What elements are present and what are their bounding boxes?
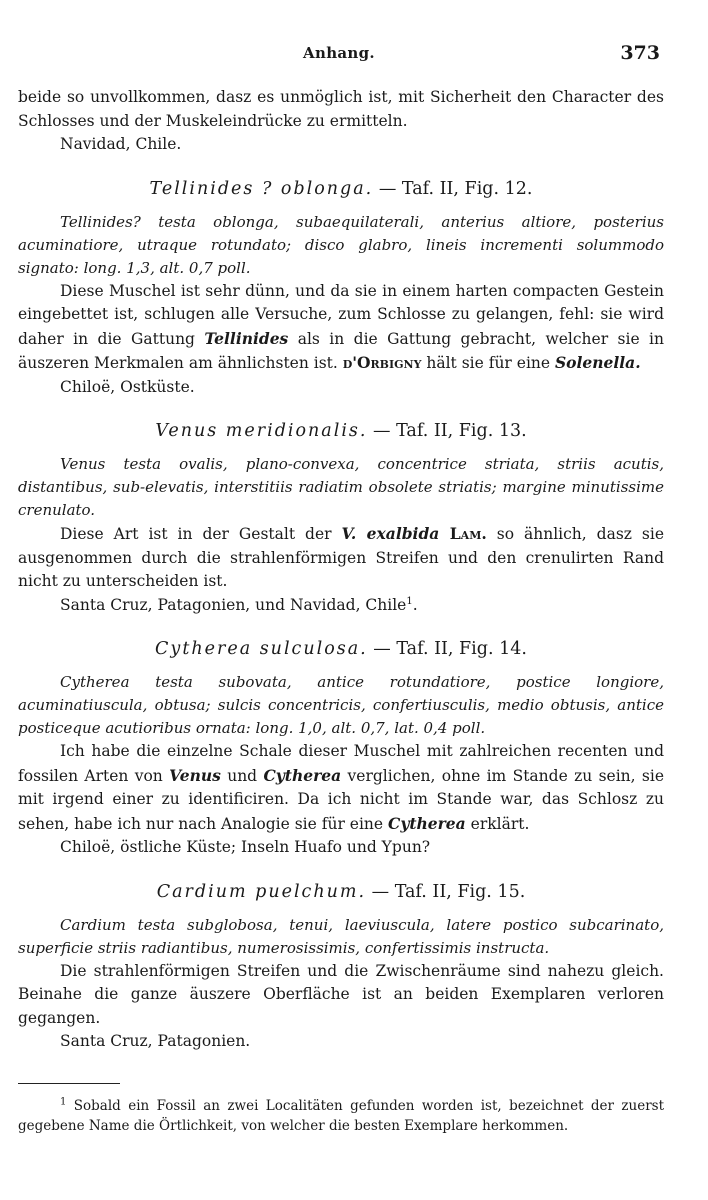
species-heading-tellinides (18, 177, 664, 201)
species-heading-venus (18, 419, 664, 443)
species-reference: V. exalbida (341, 524, 440, 543)
footnote (18, 1096, 664, 1136)
locality (18, 594, 664, 618)
plate-reference: — Taf. II, Fig. 14. (367, 639, 527, 659)
species-name: Venus meridionalis. (155, 421, 368, 441)
text-run: und (220, 766, 264, 785)
description-paragraph (18, 522, 664, 594)
latin-diagnosis: Venus testa ovalis, plano-convexa, concentrice striata, striis acutis, distantibus, sub-elevatis, interstitiis radiatim obsolete striatis; margine minutissime crenulato. (18, 455, 664, 519)
text-run: Diese Muschel ist sehr dünn, und da sie in einem harten compacten Gestein eingebettet ist, schlugen alle Versuche, zum Schlosse zu gelangen, fehl: sie wird daher in die Gattung (18, 281, 664, 348)
plate-reference: — Taf. II, Fig. 15. (366, 881, 526, 902)
genus-name: Cytherea (263, 765, 342, 785)
locality: Santa Cruz, Patagonien. (60, 1032, 251, 1050)
species-heading-cardium (18, 880, 664, 904)
text-run: Ich habe die einzelne Schale dieser Muschel mit zahlreichen recenten und fossilen Arten von (18, 742, 664, 785)
text-run: erklärt. (465, 814, 530, 833)
text-run: als in die Gattung gebracht, welcher sie in äuszeren Merkmalen am ähnlichsten ist. (18, 329, 665, 372)
text-run: Diese Art ist in der Gestalt der (60, 525, 342, 543)
genus-name: Tellinides (204, 328, 289, 348)
description-paragraph (18, 740, 664, 836)
intro-locality: Navidad, Chile. (60, 135, 182, 153)
author-name: d'Orbigny (342, 353, 422, 372)
latin-diagnosis: Tellinides? testa oblonga, subaequilaterali, anterius altiore, posterius acuminatiore, utraque rotundato; disco glabro, lineis incrementi solummodo signato: long. 1,3, alt. 0,7 poll. (18, 212, 664, 277)
species-name: Cardium puelchum. (156, 881, 367, 902)
text-run: . (412, 595, 418, 614)
text-run: so ähnlich, dasz sie ausgenommen durch die strahlenförmigen Streifen und den crenulirten Rand nicht zu unterscheiden ist. (18, 525, 665, 590)
text-run: hält sie für eine (421, 354, 555, 372)
footnote-divider (18, 1083, 120, 1084)
author-name: Lam. (439, 524, 487, 543)
footnote-text: Sobald ein Fossil an zwei Localitäten gefunden worden ist, bezeichnet der zuerst gegebene Name die Örtlichkeit, von welcher die besten Exemplare herkommen. (18, 1098, 664, 1134)
description-paragraph: Die strahlenförmigen Streifen und die Zwischenräume sind nahezu gleich. Beinahe die ganze äuszere Oberfläche ist an beiden Exemplaren verloren gegangen. (18, 961, 664, 1027)
genus-name: Cytherea (388, 813, 466, 833)
description-paragraph (18, 280, 664, 376)
page-header (18, 44, 660, 66)
species-heading-cytherea (18, 637, 664, 661)
locality-text: Santa Cruz, Patagonien, und Navidad, Chile (60, 595, 407, 614)
footnote-marker: 1 (406, 595, 413, 607)
plate-reference: — Taf. II, Fig. 13. (367, 421, 527, 441)
genus-name: Venus (169, 765, 221, 785)
intro-paragraph: beide so unvollkommen, dasz es unmöglich ist, mit Sicherheit den Character des Schlosses und der Muskeleindrücke zu ermitteln. (18, 88, 664, 130)
species-name: Cytherea sulculosa. (155, 639, 368, 659)
text-run: verglichen, ohne im Stande zu sein, sie mit irgend einer zu identificiren. Da ich nicht im Stande war, das Schlosz zu sehen, habe ich nur nach Analogie sie für eine (18, 766, 664, 833)
genus-name: Solenella. (554, 353, 641, 372)
plate-reference: — Taf. II, Fig. 12. (373, 178, 533, 199)
page-number: 373 (620, 42, 660, 64)
locality: Chiloë, östliche Küste; Inseln Huafo und Ypun? (60, 838, 431, 856)
latin-diagnosis: Cardium testa subglobosa, tenui, laeviuscula, latere postico subcarinato, superficie striis radiantibus, numerosissimis, confertissimis instructa. (18, 915, 664, 957)
page-body (18, 86, 664, 1054)
species-name: Tellinides ? oblonga. (149, 178, 374, 199)
latin-diagnosis: Cytherea testa subovata, antice rotundatiore, postice longiore, acuminatiuscula, obtusa; sulcis concentricis, confertiusculis, medio obtusis, antice posticeque acutioribus ornata: long. 1,0, alt. 0,7, lat. 0,4 poll. (18, 673, 664, 737)
footnote-number: 1 (60, 1096, 67, 1108)
locality: Chiloë, Ostküste. (60, 377, 195, 396)
running-head: Anhang. (303, 44, 375, 62)
